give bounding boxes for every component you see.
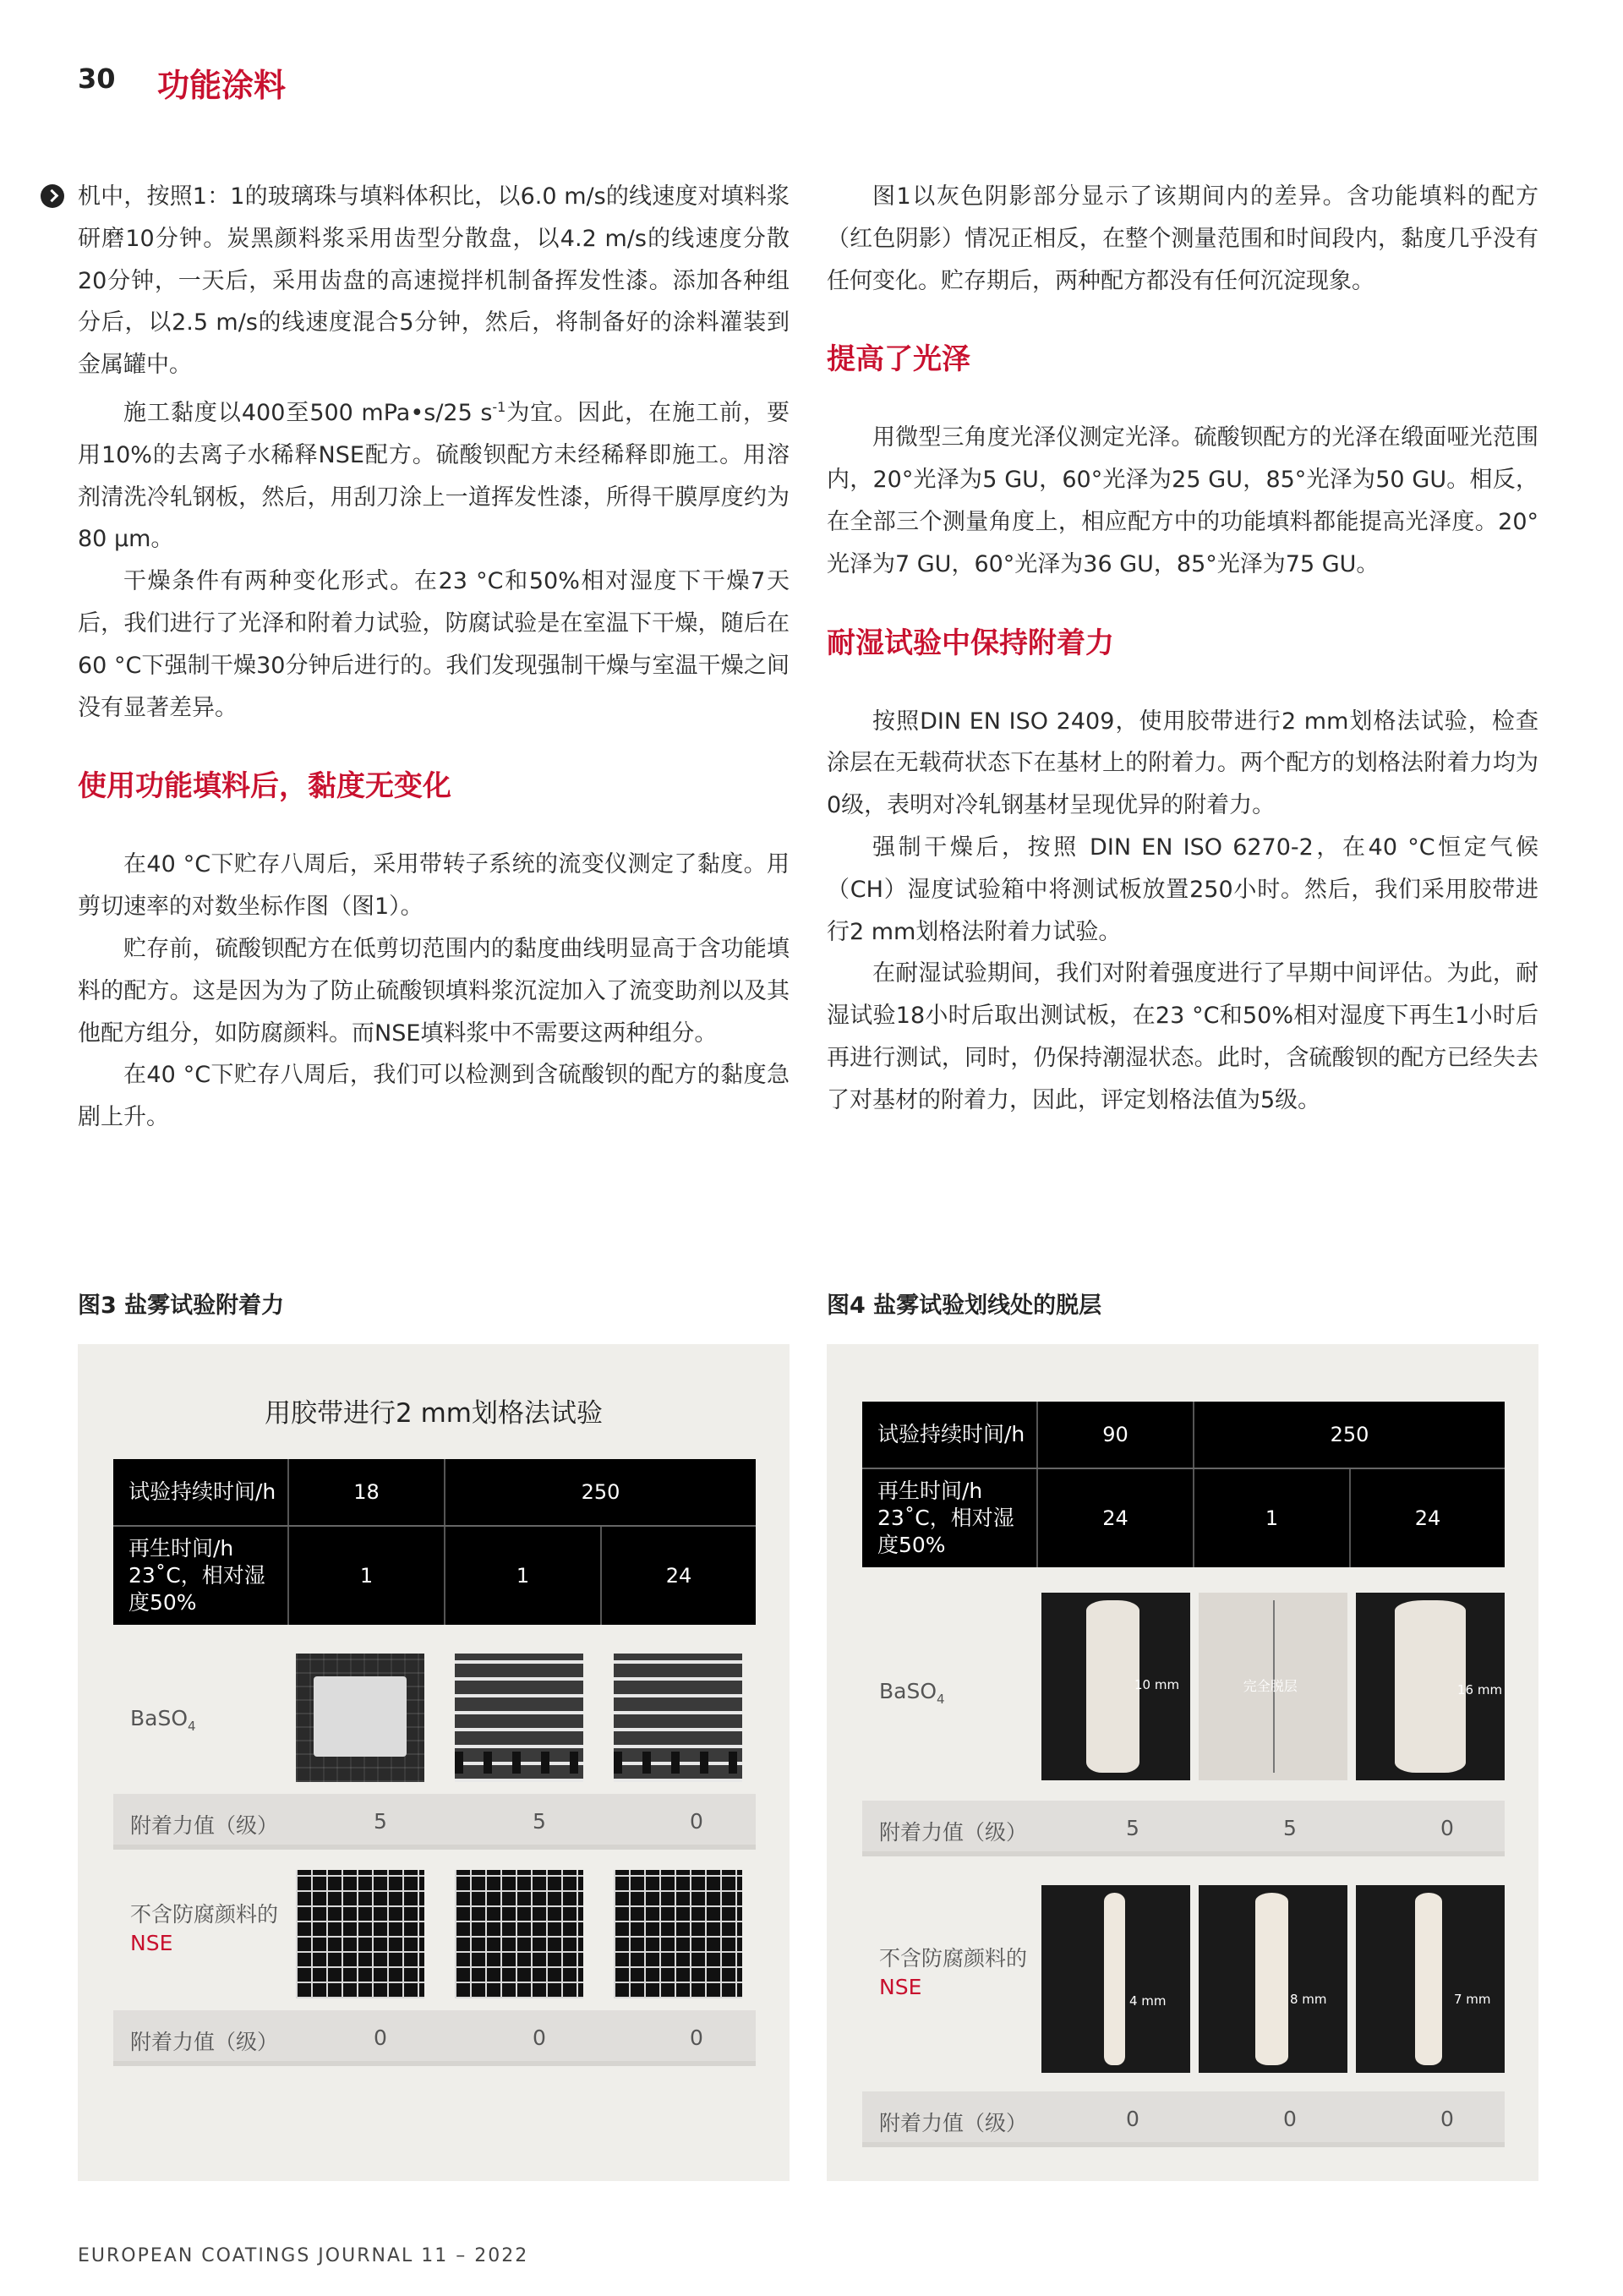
scribe-sample-image bbox=[1199, 1885, 1347, 2073]
delamination-mark: 8 mm bbox=[1290, 1992, 1327, 2007]
paragraph: 按照DIN EN ISO 2409，使用胶带进行2 mm划格法试验，检查涂层在无载荷状态下在基材上的附着力。两个配方的划格法附着力均为0级，表明对冷轧钢基材呈现优异的附着力。 bbox=[827, 708, 1538, 819]
table-row bbox=[113, 1527, 756, 1625]
table-cell: 试验持续时间/h bbox=[128, 1479, 276, 1504]
journal-footer: EUROPEAN COATINGS JOURNAL 11 – 2022 bbox=[78, 2245, 529, 2266]
crosscut-sample-image bbox=[614, 1870, 742, 1998]
delamination-mark: 10 mm bbox=[1134, 1677, 1180, 1692]
figure3-heading: 用胶带进行2 mm划格法试验 bbox=[265, 1398, 603, 1429]
paragraph: 施工黏度以400至500 mPa•s/25 $s^{-1}$为宜。因此，在施工前，要用10%的去离子水稀释NSE配方。硫酸钡配方未经稀释即施工。用溶剂清洗冷轧钢板，然后，用刮刀涂上一道挥发性漆，所得干膜厚度约为80 μm。 bbox=[78, 398, 790, 553]
delamination-mark: 16 mm bbox=[1457, 1682, 1503, 1697]
page-number: 30 bbox=[78, 63, 116, 95]
table-cell-line: 23˚C，相对湿 bbox=[877, 1506, 1014, 1530]
subheading: 使用功能填料后，黏度无变化 bbox=[78, 769, 451, 804]
score-value: 0 bbox=[690, 1809, 703, 1834]
crosscut-sample-image bbox=[296, 1654, 424, 1782]
score-label: 附着力值（级） bbox=[130, 2030, 279, 2054]
scribe-sample-image bbox=[1199, 1593, 1347, 1780]
paragraph: 机中，按照1：1的玻璃珠与填料体积比，以6.0 m/s的线速度对填料浆研磨10分钟。炭黑颜料浆采用齿型分散盘，以4.2 m/s的线速度分散20分钟，一天后，采用齿盘的高速搅拌机制备挥发性漆。添加各种组分后，以2.5 m/s的线速度混合5分钟，然后，将制备好的涂料灌装到金属罐中。 bbox=[78, 183, 790, 379]
table-cell: 试验持续时间/h bbox=[877, 1422, 1025, 1446]
crosscut-sample-image bbox=[296, 1870, 424, 1998]
paragraph: 在40 °C下贮存八周后，采用带转子系统的流变仪测定了黏度。用剪切速率的对数坐标作图（图1）。 bbox=[78, 851, 790, 921]
paragraph: 干燥条件有两种变化形式。在23 °C和50%相对湿度下干燥7天后，我们进行了光泽和附着力试验，防腐试验是在室温下干燥，随后在60 °C下强制干燥30分钟后进行的。我们发现强制干燥与室温干燥之间没有显著差异。 bbox=[78, 568, 790, 721]
delamination-mark: 完全脱层 bbox=[1243, 1677, 1298, 1694]
paragraph: 在耐湿试验期间，我们对附着强度进行了早期中间评估。为此，耐湿试验18小时后取出测试板，在23 °C和50%相对湿度下再生1小时后再进行测试，同时，仍保持潮湿状态。此时，含硫酸钡的配方已经失去了对基材的附着力，因此，评定划格法值为5级。 bbox=[827, 960, 1538, 1113]
sample-label-baso4: BaSO$_4$ bbox=[879, 1679, 945, 1707]
scribe-sample-image bbox=[1041, 1885, 1190, 2073]
table-cell-line: 再生时间/h bbox=[128, 1536, 234, 1561]
figure4-caption: 图4 盐雾试验划线处的脱层 bbox=[827, 1293, 1102, 1319]
table-cell-line: 度50% bbox=[128, 1590, 197, 1615]
figure3-panel bbox=[78, 1344, 790, 2181]
figure3-caption: 图3 盐雾试验附着力 bbox=[78, 1293, 285, 1319]
sample-label-nse: 不含防腐颜料的 NSE bbox=[879, 1946, 1028, 1999]
table-cell-line: 度50% bbox=[877, 1533, 946, 1557]
score-value: 5 bbox=[1283, 1816, 1297, 1840]
paragraph: 用微型三角度光泽仪测定光泽。硫酸钡配方的光泽在缎面哑光范围内，20°光泽为5 GU，60°光泽为25 GU，85°光泽为50 GU。相反，在全部三个测量角度上，相应配方中的功能填料都能提高光泽度。20°光泽为7 GU，60°光泽为36 GU，85°光泽为75 GU。 bbox=[827, 424, 1538, 577]
score-value: 0 bbox=[374, 2025, 387, 2050]
table-cell-line: 再生时间/h bbox=[877, 1479, 983, 1503]
figure4-header-table bbox=[862, 1402, 1505, 1567]
table-cell: 250 bbox=[1193, 1402, 1505, 1468]
score-row bbox=[862, 2091, 1505, 2147]
table-cell bbox=[862, 1469, 1036, 1567]
score-row bbox=[113, 1794, 756, 1850]
score-value: 0 bbox=[1126, 2107, 1139, 2131]
paragraph: 在40 °C下贮存八周后，我们可以检测到含硫酸钡的配方的黏度急剧上升。 bbox=[78, 1062, 790, 1131]
score-value: 0 bbox=[1283, 2107, 1297, 2131]
score-value: 5 bbox=[533, 1809, 546, 1834]
table-cell: 1 bbox=[1193, 1469, 1349, 1567]
delamination-mark: 7 mm bbox=[1454, 1992, 1491, 2007]
subheading: 耐湿试验中保持附着力 bbox=[827, 626, 1114, 660]
table-cell: 24 bbox=[600, 1527, 756, 1625]
score-value: 0 bbox=[1440, 2107, 1454, 2131]
paragraph: 图1以灰色阴影部分显示了该期间内的差异。含功能填料的配方（红色阴影）情况正相反，在整个测量范围和时间段内，黏度几乎没有任何变化。贮存期后，两种配方都没有任何沉淀现象。 bbox=[827, 183, 1538, 294]
subheading: 提高了光泽 bbox=[827, 342, 970, 377]
score-label: 附着力值（级） bbox=[879, 2111, 1028, 2135]
table-row bbox=[862, 1469, 1505, 1567]
score-label: 附着力值（级） bbox=[130, 1813, 279, 1838]
left-column bbox=[78, 176, 790, 1139]
figure4-panel bbox=[827, 1344, 1538, 2181]
table-row bbox=[862, 1402, 1505, 1468]
table-row bbox=[113, 1459, 756, 1525]
crosscut-sample-image bbox=[455, 1654, 583, 1782]
section-title: 功能涂料 bbox=[157, 67, 287, 104]
score-value: 0 bbox=[690, 2025, 703, 2050]
right-column bbox=[827, 176, 1538, 1122]
table-cell: 24 bbox=[1036, 1469, 1193, 1567]
table-cell: 1 bbox=[444, 1527, 600, 1625]
arrow-right-circle-icon bbox=[41, 184, 64, 208]
score-value: 5 bbox=[1126, 1816, 1139, 1840]
score-value: 0 bbox=[1440, 1816, 1454, 1840]
scribe-sample-image bbox=[1356, 1593, 1505, 1780]
table-cell: 24 bbox=[1349, 1469, 1505, 1567]
delamination-mark: 4 mm bbox=[1129, 1993, 1167, 2009]
table-cell: 1 bbox=[287, 1527, 444, 1625]
table-cell: 90 bbox=[1036, 1402, 1193, 1468]
score-label: 附着力值（级） bbox=[879, 1820, 1028, 1845]
crosscut-sample-image bbox=[455, 1870, 583, 1998]
score-row bbox=[862, 1801, 1505, 1856]
score-row bbox=[113, 2010, 756, 2066]
table-cell: 18 bbox=[287, 1459, 444, 1525]
scribe-sample-image bbox=[1356, 1885, 1505, 2073]
sample-label-baso4: BaSO$_4$ bbox=[130, 1706, 196, 1734]
paragraph: 强制干燥后，按照 DIN EN ISO 6270-2，在40 °C恒定气候（CH）湿度试验箱中将测试板放置250小时。然后，我们采用胶带进行2 mm划格法附着力试验。 bbox=[827, 834, 1538, 945]
score-value: 5 bbox=[374, 1809, 387, 1834]
paragraph: 贮存前，硫酸钡配方在低剪切范围内的黏度曲线明显高于含功能填料的配方。这是因为为了防止硫酸钡填料浆沉淀加入了流变助剂以及其他配方组分，如防腐颜料。而NSE填料浆中不需要这两种组分。 bbox=[78, 935, 790, 1047]
table-cell-line: 23˚C，相对湿 bbox=[128, 1563, 265, 1588]
score-value: 0 bbox=[533, 2025, 546, 2050]
scribe-sample-image bbox=[1041, 1593, 1190, 1780]
table-cell: 250 bbox=[444, 1459, 756, 1525]
figure3-header-table bbox=[113, 1459, 756, 1625]
sample-label-nse: 不含防腐颜料的 NSE bbox=[130, 1902, 279, 1955]
crosscut-sample-image bbox=[614, 1654, 742, 1782]
table-cell bbox=[113, 1527, 287, 1625]
